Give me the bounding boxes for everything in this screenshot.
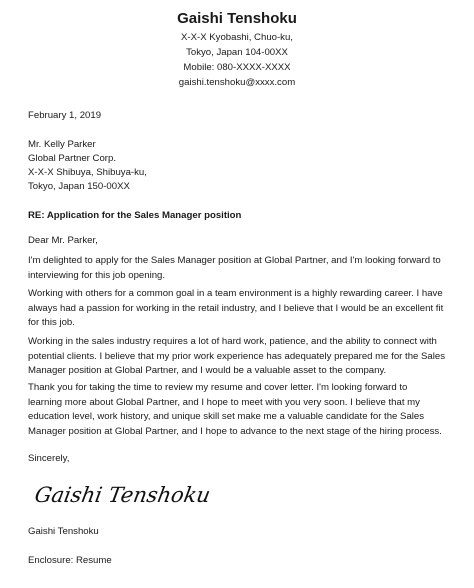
signer-name: Gaishi Tenshoku bbox=[28, 526, 99, 537]
paragraph-2 bbox=[28, 287, 448, 331]
signature-text: Gaishi Tenshoku bbox=[32, 482, 213, 507]
sender-email: gaishi.tenshoku@xxxx.com bbox=[178, 77, 296, 88]
recipient-address-line-2: Tokyo, Japan 150-00XX bbox=[28, 181, 130, 192]
paragraph-line: for this job. bbox=[28, 317, 75, 329]
paragraph-line: Working with others for a common goal in a team environment is a highly rewarding career. I have bbox=[28, 288, 443, 299]
paragraph-line: I'm delighted to apply for the Sales Manager position at Global Partner, and I'm looking forward to bbox=[28, 255, 441, 266]
paragraph-line: learning more about Global Partner, and I hope to meet with you very soon. I believe that my bbox=[28, 396, 420, 408]
enclosure-line: Enclosure: Resume bbox=[28, 555, 112, 566]
paragraph-1 bbox=[28, 254, 448, 283]
paragraph-line: Manager position at Global Partner, and I hope to advance to the next stage of the hiring process. bbox=[28, 425, 442, 437]
sender-name: Gaishi Tenshoku bbox=[177, 10, 297, 27]
paragraph-line: education level, work history, and unique skill set make me a valuable candidate for the Sales bbox=[28, 411, 425, 423]
paragraph-line: potential clients. I believe that my prior work experience has adequately prepared me for the Sales bbox=[28, 350, 446, 362]
subject-line: RE: Application for the Sales Manager position bbox=[28, 210, 242, 221]
recipient-name: Mr. Kelly Parker bbox=[28, 139, 96, 150]
paragraph-line: Manager position at Global Partner, and I would be a valuable asset to the company. bbox=[28, 365, 387, 377]
recipient-address-line-1: X-X-X Shibuya, Shibuya-ku, bbox=[28, 167, 147, 178]
paragraph-line: Thank you for taking the time to review my resume and cover letter. I'm looking forward to bbox=[28, 382, 408, 393]
paragraph-line: always had a passion for working in the retail industry, and I believe that I would be an excellent fit bbox=[28, 302, 444, 314]
recipient-company: Global Partner Corp. bbox=[28, 153, 116, 164]
paragraph-3 bbox=[28, 335, 448, 379]
letter-date: February 1, 2019 bbox=[28, 110, 102, 121]
paragraph-line: Working in the sales industry requires a lot of hard work, patience, and the ability to connect with bbox=[28, 336, 437, 347]
salutation: Dear Mr. Parker, bbox=[28, 235, 98, 246]
paragraph-4 bbox=[28, 381, 448, 439]
sender-address-line-2: Tokyo, Japan 104-00XX bbox=[186, 47, 288, 58]
paragraph-line: interviewing for this job opening. bbox=[28, 269, 166, 281]
sender-mobile: Mobile: 080-XXXX-XXXX bbox=[183, 62, 291, 73]
sender-address-line-1: X-X-X Kyobashi, Chuo-ku, bbox=[181, 32, 293, 43]
closing: Sincerely, bbox=[28, 453, 70, 464]
handwritten-signature bbox=[32, 478, 213, 512]
